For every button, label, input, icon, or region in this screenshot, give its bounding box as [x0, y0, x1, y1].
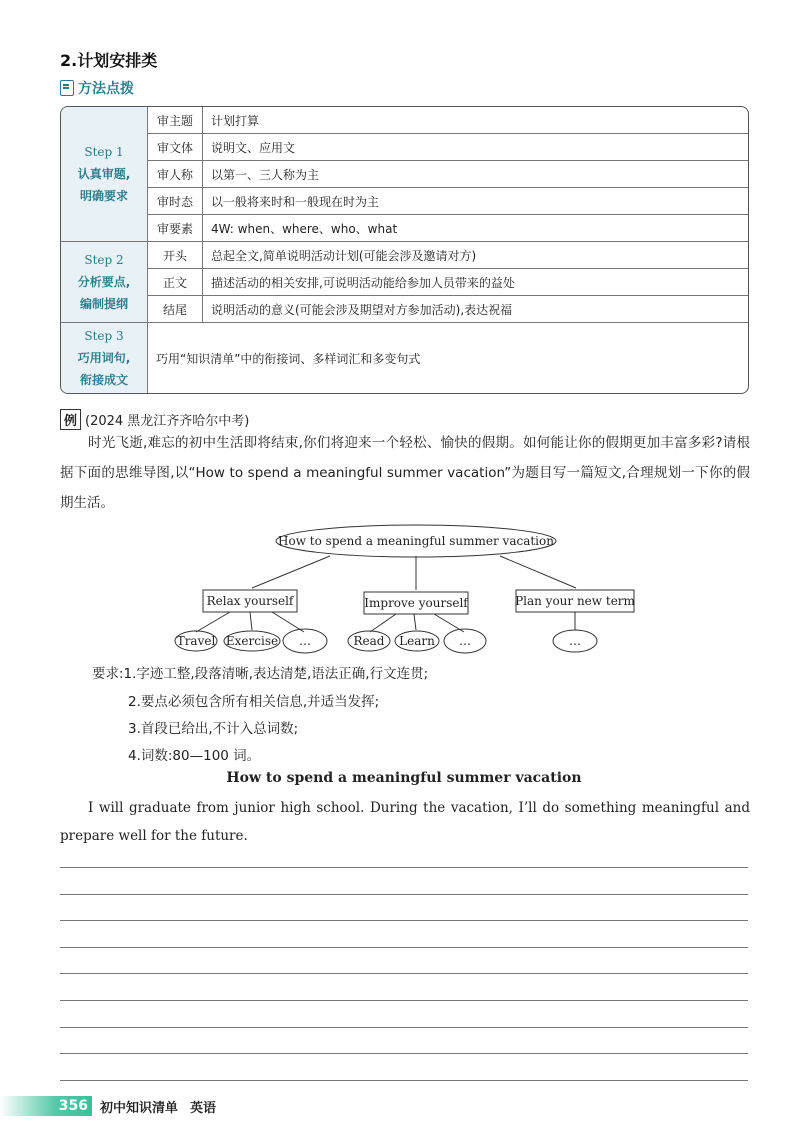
prompt-text: 时光飞逝,难忘的初中生活即将结束,你们将迎来一个轻松、愉快的假期。如何能让你的假期更加丰富多彩?请根据下面的思维导图,以“How to spend a meaningful summer vacation”为题目写一篇短文,合理规划一下你的假期生活。 — [60, 435, 750, 511]
requirement-2: 2.要点必须包含所有相关信息,并适当发挥; — [128, 694, 380, 710]
book-title: 初中知识清单 — [100, 1100, 179, 1116]
leaf-label: … — [299, 634, 311, 648]
leaf-line — [250, 612, 252, 630]
row-label: 审要素 — [148, 215, 203, 242]
step1-cell — [61, 107, 148, 242]
writing-line[interactable] — [60, 1053, 748, 1054]
row-content: 说明活动的意义(可能会涉及期望对方参加活动),表达祝福 — [203, 296, 748, 323]
writing-line[interactable] — [60, 947, 748, 948]
mind-map — [160, 522, 660, 658]
step1-zh1: 认真审题, — [77, 167, 131, 181]
row-label: 审人称 — [148, 161, 203, 188]
step2-zh1: 分析要点, — [77, 275, 131, 289]
method-heading — [60, 78, 134, 98]
step1-en: Step 1 — [84, 145, 124, 159]
step2-en: Step 2 — [84, 253, 124, 267]
writing-line[interactable] — [60, 894, 748, 895]
example-tag: 例 — [60, 409, 81, 430]
requirement-1: 要求:1.字迹工整,段落清晰,表达清楚,语法正确,行文连贯; — [92, 666, 429, 682]
step2-cell — [61, 242, 148, 323]
leaf-line — [414, 614, 416, 630]
step1-zh2: 明确要求 — [79, 189, 128, 203]
leaf-label: Read — [353, 634, 385, 648]
branch-line — [252, 556, 330, 588]
leaf-line — [196, 612, 230, 632]
page-footer — [0, 1096, 216, 1116]
writing-line[interactable] — [60, 920, 748, 921]
row-label: 审时态 — [148, 188, 203, 215]
leaf-line — [370, 614, 396, 632]
row-label: 正文 — [148, 269, 203, 296]
row-content: 描述活动的相关安排,可说明活动能给参加人员带来的益处 — [203, 269, 748, 296]
page-number: 356 — [58, 1098, 88, 1114]
example-source: (2024 黑龙江齐齐哈尔中考) — [85, 414, 250, 429]
row-content: 总起全文,简单说明活动计划(可能会涉及邀请对方) — [203, 242, 748, 269]
step3-en: Step 3 — [84, 329, 124, 343]
row-content: 以一般将来时和一般现在时为主 — [203, 188, 748, 215]
leaf-label: Travel — [176, 634, 216, 648]
row-content: 计划打算 — [203, 107, 748, 134]
requirement-3: 3.首段已给出,不计入总词数; — [128, 721, 299, 737]
row-label: 开头 — [148, 242, 203, 269]
section-title: 2.计划安排类 — [60, 51, 158, 70]
step2-zh2: 编制提纲 — [79, 297, 128, 311]
writing-line[interactable] — [60, 1080, 748, 1081]
writing-line[interactable] — [60, 973, 748, 974]
row-content: 4W: when、where、who、what — [203, 215, 748, 242]
row-content: 以第一、三人称为主 — [203, 161, 748, 188]
row-content: 说明文、应用文 — [203, 134, 748, 161]
writing-line[interactable] — [60, 867, 748, 868]
row-label: 审主题 — [148, 107, 203, 134]
requirement-4: 4.词数:80—100 词。 — [128, 748, 261, 764]
method-table — [60, 106, 749, 394]
row-label: 审文体 — [148, 134, 203, 161]
branch-label: Improve yourself — [364, 596, 468, 610]
branch-line — [500, 556, 576, 588]
leaf-label: Learn — [399, 634, 435, 648]
leaf-label: Exercise — [225, 634, 279, 648]
page-number-bar — [0, 1096, 92, 1116]
writing-line[interactable] — [60, 1000, 748, 1001]
leaf-label: … — [569, 634, 581, 648]
example-header — [60, 409, 249, 430]
writing-line[interactable] — [60, 1027, 748, 1028]
step3-content: 巧用“知识清单”中的衔接词、多样词汇和多变句式 — [156, 351, 421, 366]
step3-zh2: 衔接成文 — [79, 373, 128, 387]
essay-title: How to spend a meaningful summer vacation — [226, 770, 582, 786]
step3-zh1: 巧用词句, — [77, 351, 131, 365]
step3-cell — [61, 323, 148, 393]
leaf-label: … — [459, 634, 471, 648]
essay-start: I will graduate from junior high school. During the vacation, I’ll do something meaningful and prepare well for the future. — [60, 800, 750, 844]
tips-icon — [60, 80, 74, 96]
method-label: 方法点拨 — [78, 81, 134, 97]
row-label: 结尾 — [148, 296, 203, 323]
branch-label: Plan your new term — [515, 594, 635, 608]
branch-label: Relax yourself — [206, 594, 294, 608]
root-label: How to spend a meaningful summer vacation — [278, 534, 554, 548]
subject-label: 英语 — [190, 1100, 217, 1116]
